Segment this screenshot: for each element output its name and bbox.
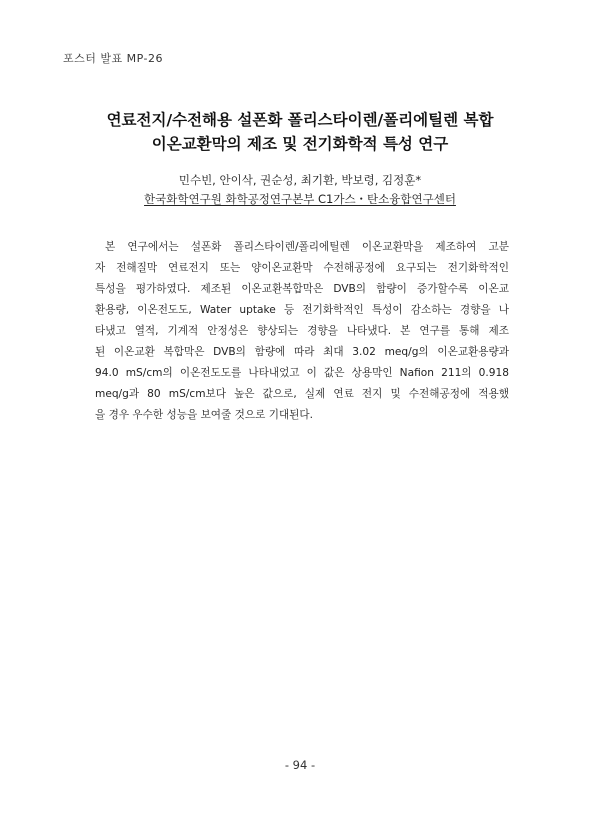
abstract-line: 환용량, 이온전도도, Water uptake 등 전기화학적인 특성이 감소하는 경향을 나 — [95, 304, 509, 316]
abstract-line: 타냈고 열적, 기계적 안정성은 향상되는 경향을 나타냈다. 본 연구를 통해 제조 — [95, 325, 509, 337]
abstract-line: 된 이온교환 복합막은 DVB의 함량에 따라 최대 3.02 meq/g의 이온교환용량과 — [95, 346, 509, 358]
abstract-line: meq/g과 80 mS/cm보다 높은 값으로, 실제 연료 전지 및 수전해공정에 적용했 — [95, 388, 509, 400]
paper-title — [40, 108, 560, 156]
page-number: - 94 - — [284, 758, 316, 772]
affiliation-text: 한국화학연구원 화학공정연구본부 C1가스・탄소융합연구센터 — [144, 192, 456, 206]
session-label: 포스터 발표 MP-26 — [63, 52, 163, 65]
abstract-line: 을 경우 우수한 성능을 보여줄 것으로 기대된다. — [95, 409, 314, 421]
abstract-line: 특성을 평가하였다. 제조된 이온교환복합막은 DVB의 함량이 증가할수록 이온교 — [95, 283, 509, 295]
abstract-line: 94.0 mS/cm의 이온전도도를 나타내었고 이 값은 상용막인 Nafion 211의 0.918 — [95, 367, 509, 379]
title-line-1: 연료전지/수전해용 설폰화 폴리스타이렌/폴리에틸렌 복합 — [106, 111, 494, 129]
abstract-line: 자 전해질막 연료전지 또는 양이온교환막 수전해공정에 요구되는 전기화학적인 — [95, 262, 509, 274]
author-list: 민수빈, 안이삭, 권순성, 최기환, 박보령, 김정훈* — [178, 173, 422, 187]
title-line-2: 이온교환막의 제조 및 전기화학적 특성 연구 — [151, 135, 449, 153]
affiliation — [40, 190, 560, 208]
abstract-line: 본 연구에서는 설폰화 폴리스타이렌/폴리에틸렌 이온교환막을 제조하여 고분 — [105, 241, 509, 253]
abstract-body — [95, 237, 509, 426]
